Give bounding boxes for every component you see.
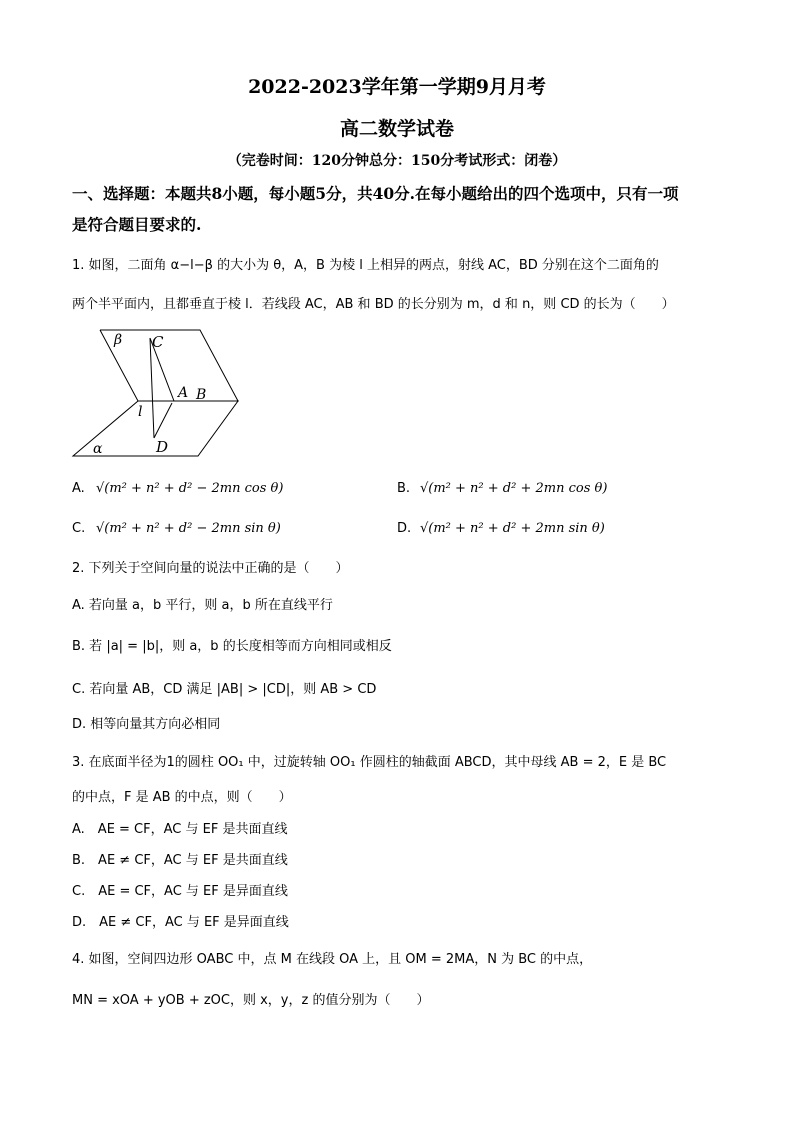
label-d: D xyxy=(156,438,169,456)
label-a: A xyxy=(178,385,189,401)
q1-stem-line1: 1. 如图，二面角 α−l−β 的大小为 θ，A，B 为棱 l 上相异的两点，射线 AC，BD 分别在这个二面角的 xyxy=(72,258,659,273)
q3-option-d: D. AE ≠ CF，AC 与 EF 是异面直线 xyxy=(72,915,289,930)
exam-title: 2022-2023学年第一学期9月月考 xyxy=(248,76,546,98)
label-l: l xyxy=(138,404,143,420)
q1-option-b: √(m² + n² + d² + 2mn cos θ) xyxy=(420,481,608,496)
q2-option-c: C. 若向量 AB，CD 满足 |AB| > |CD|，则 AB > CD xyxy=(72,682,377,697)
q3-option-a: A. AE = CF，AC 与 EF 是共面直线 xyxy=(72,822,288,837)
q1-option-c: √(m² + n² + d² − 2mn sin θ) xyxy=(96,521,281,536)
line-bd xyxy=(154,403,172,438)
q1-option-a: √(m² + n² + d² − 2mn cos θ) xyxy=(96,481,284,496)
section-heading-line2: 是符合题目要求的. xyxy=(72,215,202,234)
q2-option-d: D. 相等向量其方向必相同 xyxy=(72,717,221,732)
q1-option-d: √(m² + n² + d² + 2mn sin θ) xyxy=(420,521,605,536)
line-cd xyxy=(150,338,154,438)
label-beta: β xyxy=(114,332,123,348)
label-b: B xyxy=(196,387,207,403)
q4-stem-line2: MN = xOA + yOB + zOC，则 x，y，z 的值分别为（ ） xyxy=(72,993,430,1008)
q1-option-b-label: B. xyxy=(397,481,411,496)
q1-stem-line2: 两个半平面内，且都垂直于棱 l．若线段 AC，AB 和 BD 的长分别为 m，d 和 n，则 CD 的长为（ ） xyxy=(72,297,675,312)
q3-option-b: B. AE ≠ CF，AC 与 EF 是共面直线 xyxy=(72,853,288,868)
q1-option-c-label: C. xyxy=(72,521,86,536)
q4-stem-line1: 4. 如图，空间四边形 OABC 中，点 M 在线段 OA 上，且 OM = 2MA，N 为 BC 的中点， xyxy=(72,952,593,967)
q3-stem-line2: 的中点，F 是 AB 的中点，则（ ） xyxy=(72,790,292,805)
dihedral-angle-figure xyxy=(68,325,248,460)
q2-stem: 2. 下列关于空间向量的说法中正确的是（ ） xyxy=(72,561,349,576)
label-c: C xyxy=(152,333,164,351)
q2-option-a: A. 若向量 a，b 平行，则 a，b 所在直线平行 xyxy=(72,598,333,613)
q2-option-b: B. 若 |a| = |b|，则 a，b 的长度相等而方向相同或相反 xyxy=(72,639,392,654)
q1-option-d-label: D. xyxy=(397,521,412,536)
exam-info: （完卷时间：120分钟总分：150分考试形式：闭卷） xyxy=(227,153,567,169)
label-alpha: α xyxy=(93,441,103,457)
q3-stem-line1: 3. 在底面半径为1的圆柱 OO₁ 中，过旋转轴 OO₁ 作圆柱的轴截面 ABCD，其中母线 AB = 2，E 是 BC xyxy=(72,755,667,770)
exam-subtitle: 高二数学试卷 xyxy=(339,118,454,140)
q1-option-a-label: A. xyxy=(72,481,85,496)
section-heading-line1: 一、选择题：本题共8小题，每小题5分，共40分.在每小题给出的四个选项中，只有一项 xyxy=(72,184,679,203)
q3-option-c: C. AE = CF，AC 与 EF 是异面直线 xyxy=(72,884,288,899)
